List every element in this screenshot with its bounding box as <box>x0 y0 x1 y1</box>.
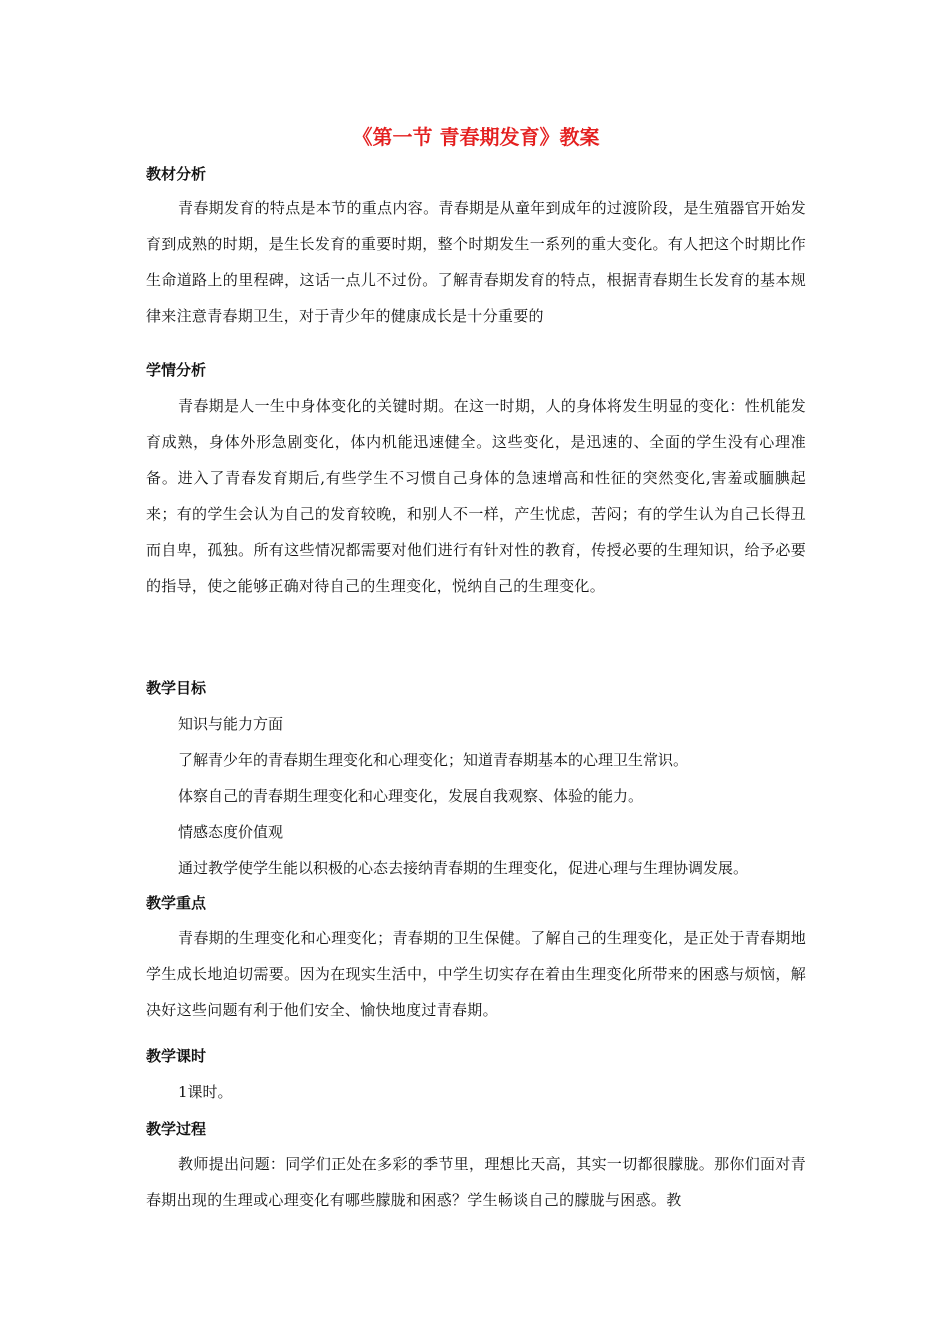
mubiao-line-5: 通过教学使学生能以积极的心态去接纳青春期的生理变化，促进心理与生理协调发展。 <box>178 859 749 877</box>
para-xueqing: 青春期是人一生中身体变化的关键时期。在这一时期，人的身体将发生明显的变化：性机能发育成熟，身体外形急剧变化，体内机能迅速健全。这些变化，是迅速的、全面的学生没有心理准备。进入了青春发育期后,有些学生不习惯自己身体的急速增高和性征的突然变化,害羞或腼腆起来；有的学生会认为自己的发育较晚，和别人不一样，产生忧虑，苦闷；有的学生认为自己长得丑而自卑，孤独。所有这些情况都需要对他们进行有针对性的教育，传授必要的生理知识，给予必要的指导，使之能够正确对待自己的生理变化，悦纳自己的生理变化。 <box>146 397 806 595</box>
heading-zhongdian: 教学重点 <box>146 894 207 912</box>
heading-keshi: 教学课时 <box>146 1047 207 1065</box>
heading-guocheng: 教学过程 <box>146 1120 207 1138</box>
heading-xueqing: 学情分析 <box>146 361 207 379</box>
keshi-text: 1课时。 <box>178 1083 233 1101</box>
mubiao-line-2: 了解青少年的青春期生理变化和心理变化；知道青春期基本的心理卫生常识。 <box>178 751 689 769</box>
para-zhongdian: 青春期的生理变化和心理变化；青春期的卫生保健。了解自己的生理变化，是正处于青春期地学生成长地迫切需要。因为在现实生活中，中学生切实存在着由生理变化所带来的困惑与烦恼，解决好这些问题有利于他们安全、愉快地度过青春期。 <box>146 929 806 1019</box>
mubiao-line-3: 体察自己的青春期生理变化和心理变化，发展自我观察、体验的能力。 <box>178 787 644 805</box>
heading-mubiao: 教学目标 <box>146 679 207 697</box>
mubiao-line-4: 情感态度价值观 <box>178 823 284 841</box>
para-jiaocai: 青春期发育的特点是本节的重点内容。青春期是从童年到成年的过渡阶段，是生殖器官开始发育到成熟的时期，是生长发育的重要时期，整个时期发生一系列的重大变化。有人把这个时期比作生命道路上的里程碑，这话一点儿不过份。了解青春期发育的特点，根据青春期生长发育的基本规律来注意青春期卫生，对于青少年的健康成长是十分重要的 <box>146 199 806 325</box>
para-guocheng: 教师提出问题：同学们正处在多彩的季节里，理想比天高，其实一切都很朦胧。那你们面对青春期出现的生理或心理变化有哪些朦胧和困惑？学生畅谈自己的朦胧与困惑。教 <box>146 1155 806 1209</box>
mubiao-line-1: 知识与能力方面 <box>178 715 284 733</box>
document-title: 《第一节 青春期发育》教案 <box>352 125 600 149</box>
heading-jiaocai: 教材分析 <box>146 165 207 183</box>
